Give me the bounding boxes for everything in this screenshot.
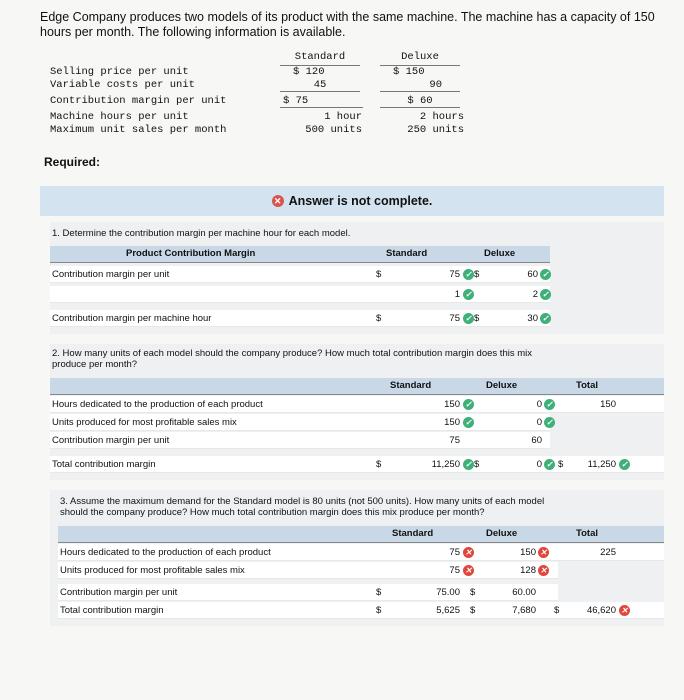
- input-cell[interactable]: 5,625: [436, 605, 460, 616]
- product-row: Maximum unit sales per month 500 units 250 units: [50, 124, 464, 136]
- input-cell[interactable]: 150: [520, 547, 536, 558]
- question-3-text: 3. Assume the maximum demand for the Standard model is 80 units (not 500 units). How many units of each model should the company produce? How much total contribution margin does this mix produce per month?: [60, 496, 545, 518]
- input-cell[interactable]: 128: [520, 565, 536, 576]
- input-cell[interactable]: 1: [454, 289, 460, 300]
- table-row: Contribution margin per unit 75 60: [50, 432, 550, 449]
- table-row: Contribution margin per unit $ 75.00 $ 60.00: [58, 584, 558, 601]
- table-row: Contribution margin per machine hour $ 75 ✓ $ 30 ✓: [50, 310, 550, 327]
- product-row: Variable costs per unit 45 90: [50, 79, 470, 92]
- input-cell[interactable]: 60: [527, 269, 538, 280]
- table-row: Total contribution margin $ 11,250 ✓ $ 0 ✓ $ 11,250 ✓: [50, 456, 664, 473]
- header-deluxe: Deluxe: [380, 51, 460, 66]
- question-1-section: [50, 222, 664, 334]
- input-cell[interactable]: 11,250: [431, 459, 460, 470]
- check-icon: ✓: [460, 313, 474, 324]
- input-cell[interactable]: 2: [532, 289, 538, 300]
- table-row: Contribution margin per unit $ 75 ✓ $ 60 ✓: [50, 266, 550, 283]
- x-circle-icon: ✕: [272, 195, 284, 207]
- input-cell[interactable]: 0: [536, 399, 542, 410]
- input-cell[interactable]: 150: [444, 399, 460, 410]
- input-cell[interactable]: 0: [536, 459, 542, 470]
- product-row: Machine hours per unit 1 hour 2 hours: [50, 111, 464, 123]
- table-row: [50, 286, 550, 303]
- x-icon: ✕: [460, 547, 474, 558]
- answer-incomplete-banner: [40, 186, 664, 216]
- input-cell[interactable]: 0: [536, 417, 542, 428]
- banner-text: Answer is not complete.: [288, 194, 433, 208]
- input-cell[interactable]: 75: [449, 547, 460, 558]
- check-icon: ✓: [537, 313, 551, 324]
- check-icon: ✓: [460, 417, 474, 428]
- x-icon: ✕: [460, 565, 474, 576]
- q1-header-row: Product Contribution Margin Standard Deluxe: [50, 246, 550, 263]
- header-standard: Standard: [280, 51, 360, 66]
- table-row: Hours dedicated to the production of each product 150 ✓ 0 ✓ 150: [50, 396, 664, 413]
- question-1-text: 1. Determine the contribution margin per machine hour for each model.: [52, 228, 351, 239]
- check-icon: ✓: [541, 417, 555, 428]
- table-row: Units produced for most profitable sales mix 75 ✕ 128 ✕: [58, 562, 558, 579]
- check-icon: ✓: [537, 289, 551, 300]
- x-icon: ✕: [616, 605, 630, 616]
- input-cell[interactable]: 11,250: [587, 459, 616, 470]
- check-icon: ✓: [460, 399, 474, 410]
- table-row: Units produced for most profitable sales mix 150 ✓ 0 ✓: [50, 414, 550, 431]
- product-row: Contribution margin per unit $ 75 $ 60: [50, 95, 470, 108]
- input-cell[interactable]: 75: [449, 565, 460, 576]
- x-icon: ✕: [535, 565, 549, 576]
- input-cell[interactable]: 75: [449, 313, 460, 324]
- question-2-section: [50, 344, 664, 480]
- check-icon: ✓: [537, 269, 551, 280]
- input-cell[interactable]: 150: [444, 417, 460, 428]
- question-2-text: 2. How many units of each model should the company produce? How much total contribution margin does this mix produce per month?: [52, 348, 532, 370]
- question-3-section: [50, 490, 664, 626]
- table-row: Hours dedicated to the production of each product 75 ✕ 150 ✕ 225: [58, 544, 664, 561]
- check-icon: ✓: [460, 289, 474, 300]
- check-icon: ✓: [460, 269, 474, 280]
- input-cell[interactable]: 46,620: [586, 605, 616, 616]
- input-cell[interactable]: 7,680: [512, 605, 536, 616]
- table-row: Total contribution margin $ 5,625 $ 7,680 $ 46,620 ✕: [58, 602, 664, 619]
- input-cell[interactable]: 75: [449, 269, 460, 280]
- check-icon: ✓: [541, 399, 555, 410]
- q2-header-row: Standard Deluxe Total: [50, 378, 664, 395]
- problem-intro: Edge Company produces two models of its product with the same machine. The machine has a capacity of 150 hours per month. The following information is available.: [40, 10, 655, 39]
- required-heading: Required:: [44, 155, 101, 169]
- check-icon: ✓: [460, 459, 474, 470]
- check-icon: ✓: [616, 459, 630, 470]
- check-icon: ✓: [541, 459, 555, 470]
- input-cell[interactable]: 30: [527, 313, 538, 324]
- q3-header-row: Standard Deluxe Total: [58, 526, 664, 543]
- x-icon: ✕: [535, 547, 549, 558]
- product-row: Selling price per unit $ 120 $ 150: [50, 66, 425, 78]
